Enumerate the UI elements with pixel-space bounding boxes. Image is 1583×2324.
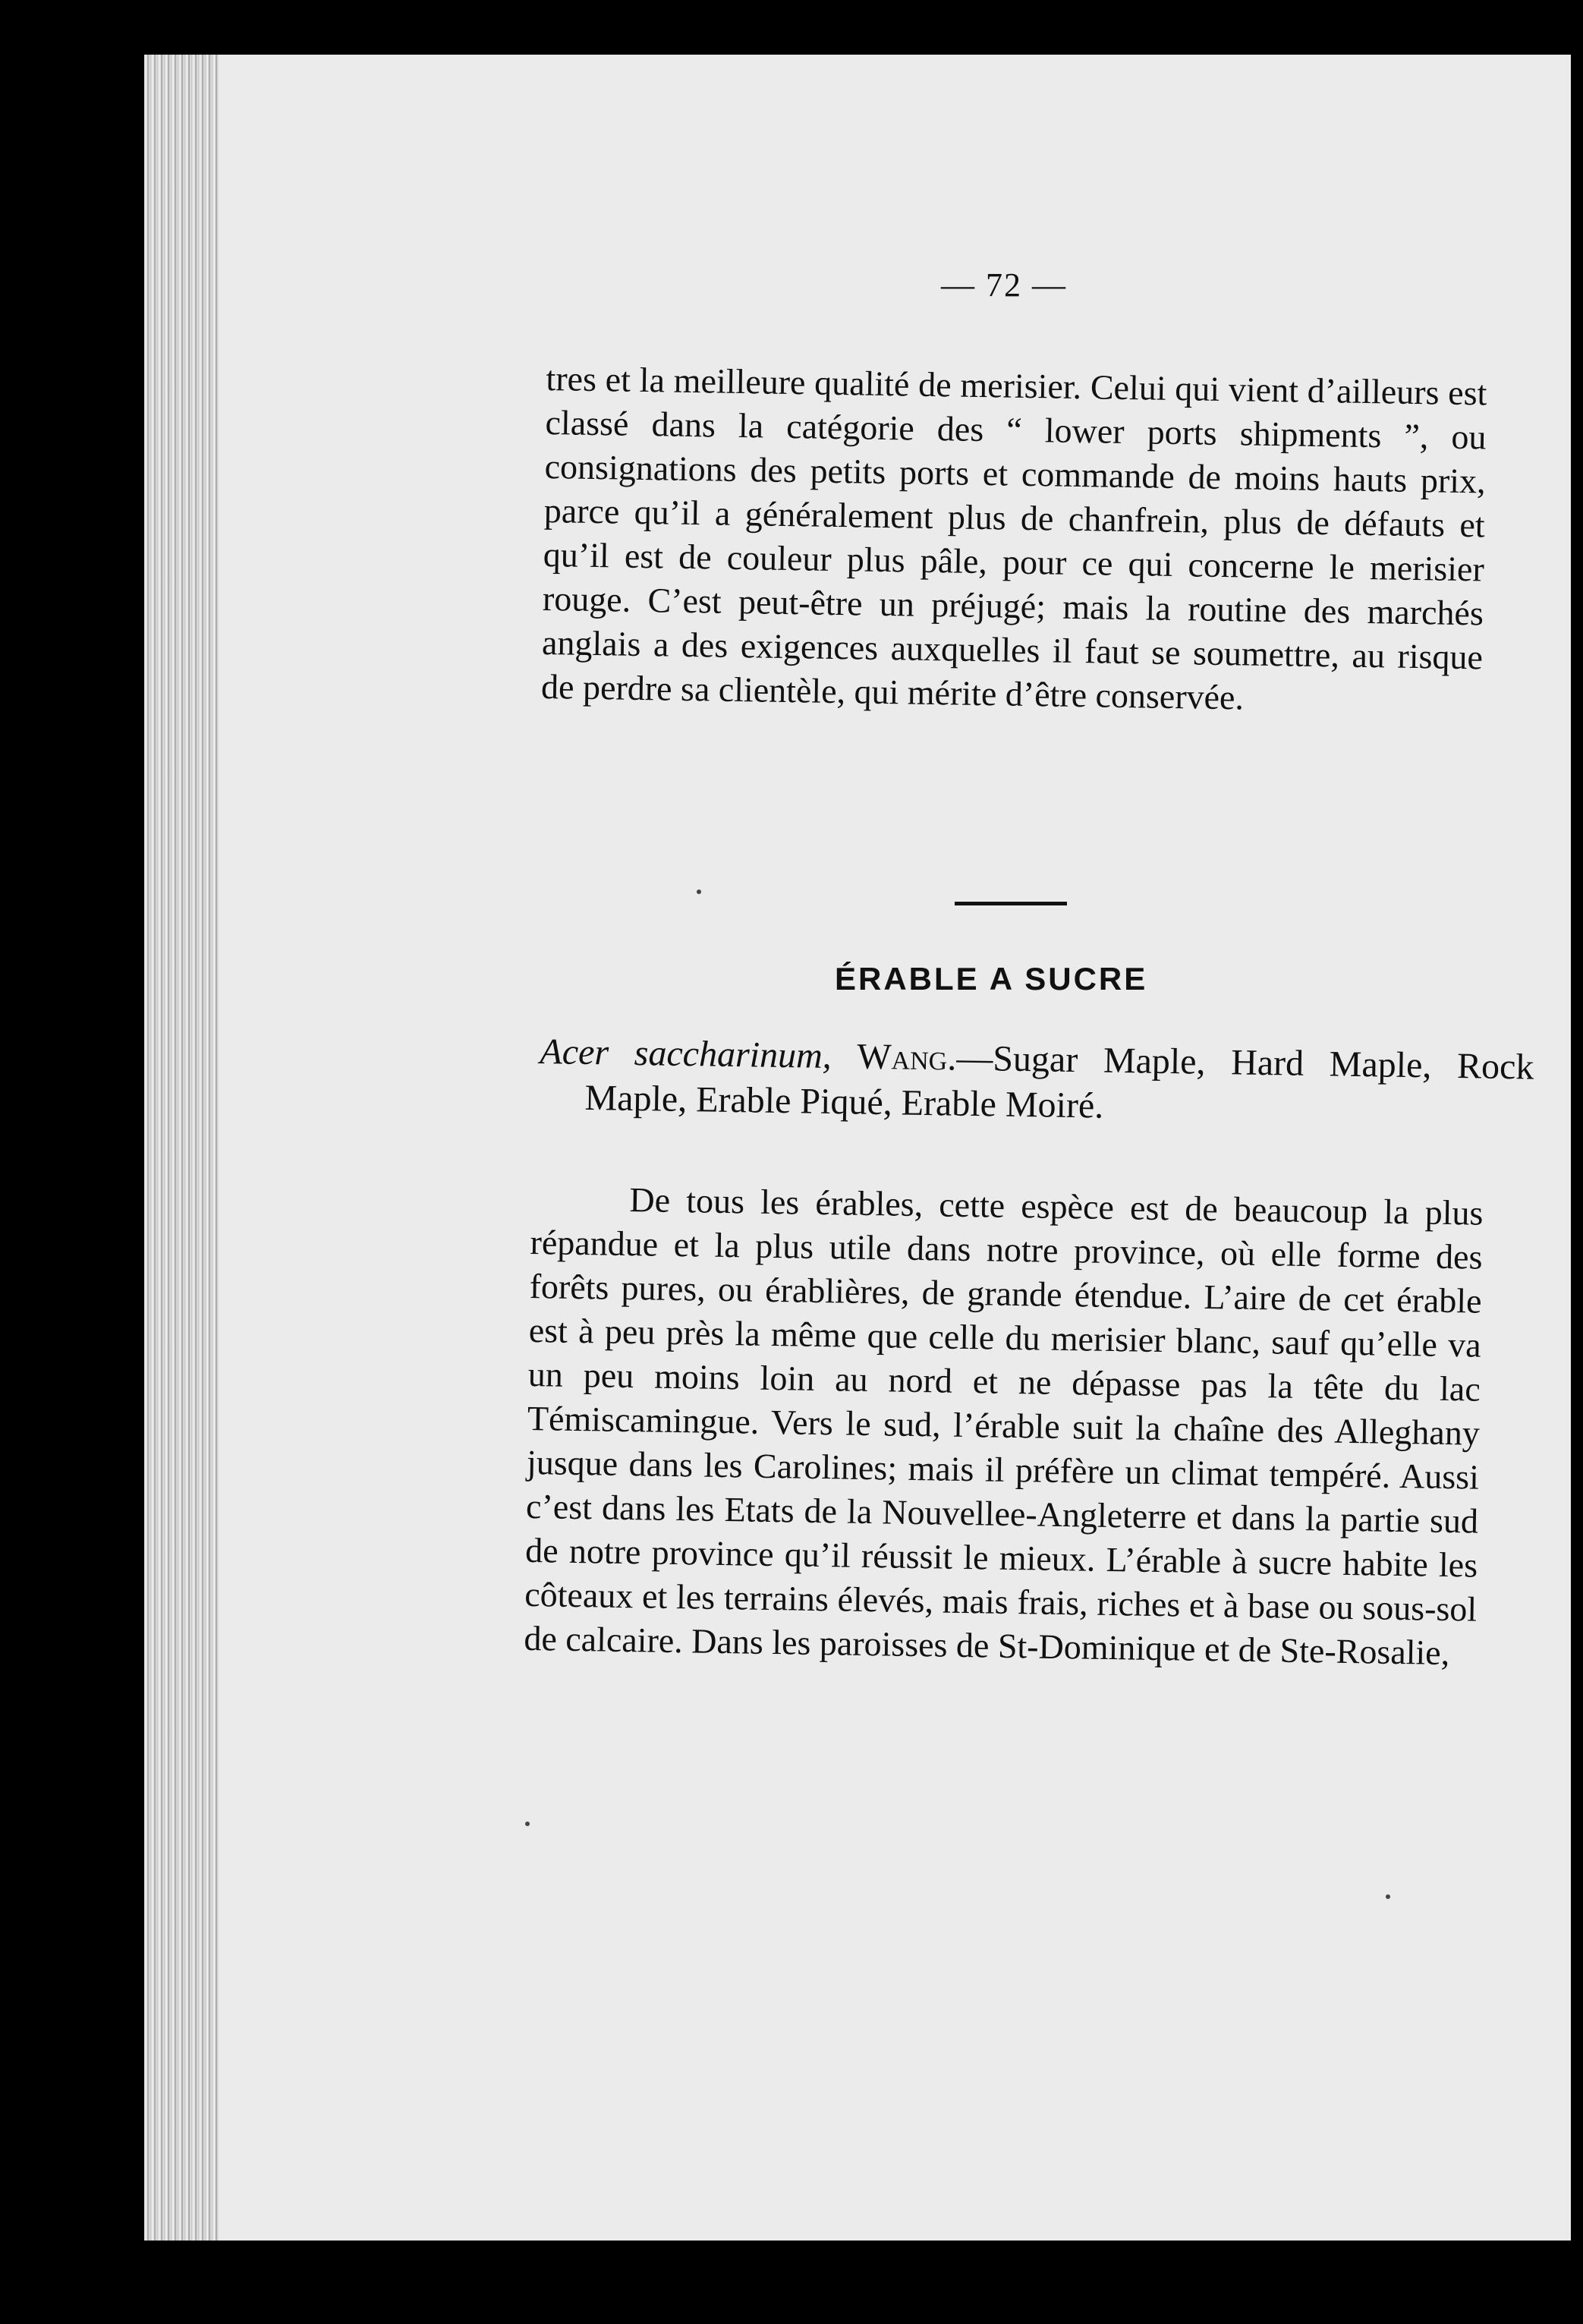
author-abbrev: Wang. [856, 1036, 957, 1079]
paragraph-merisier: tres et la meilleure qualité de merisier. Celui qui vient d’ailleurs est classé dans la catégorie des “ lower ports shipments ”, ou consignations des petits ports et commande de moins hauts prix, parce qu’il a généralement plus de chanfrein, plus de défauts et qu’il est de couleur plus pâle, pour ce qui concerne le merisier rouge. C’est peut-être un préjugé; mais la routine des marchés anglais a des exigences auxquelles il faut se soumettre, au risque de perdre sa clientèle, qui mérite d’être conservée. [540, 358, 1487, 717]
section-heading: ÉRABLE A SUCRE [835, 961, 1148, 997]
book-page-edges [144, 55, 220, 2241]
scan-speck [1386, 1894, 1390, 1899]
page-number: — 72 — [941, 266, 1067, 304]
species-line [539, 1029, 1534, 1136]
latin-name: Acer saccharinum, [540, 1031, 832, 1077]
scan-speck [697, 890, 701, 894]
common-names: —Sugar Maple, Hard Maple, Rock Maple, Erable Piqué, Erable Moiré. [584, 1038, 1534, 1126]
paragraph-erable: De tous les érables, cette espèce est de beaucoup la plus répandue et la plus utile dans notre province, où elle forme des forêts pures, ou érablières, de grande étendue. L’aire de cet érable est à peu près la même que celle du merisier blanc, sauf qu’elle va un peu moins loin au nord et ne dépasse pas la tête du lac Témiscamingue. Vers le sud, l’érable suit la chaîne des Alleghany jusque dans les Carolines; mais il préfère un climat tempéré. Aussi c’est dans les Etats de la Nouvellee-Angleterre et dans la partie sud de notre province qu’il réussit le mieux. L’érable à sucre habite les côteaux et les terrains élevés, mais frais, riches et à base ou sous-sol de calcaire. Dans les paroisses de St-Dominique et de Ste-Rosalie, [524, 1180, 1484, 1673]
section-divider [955, 902, 1067, 905]
scan-speck [525, 1822, 530, 1826]
